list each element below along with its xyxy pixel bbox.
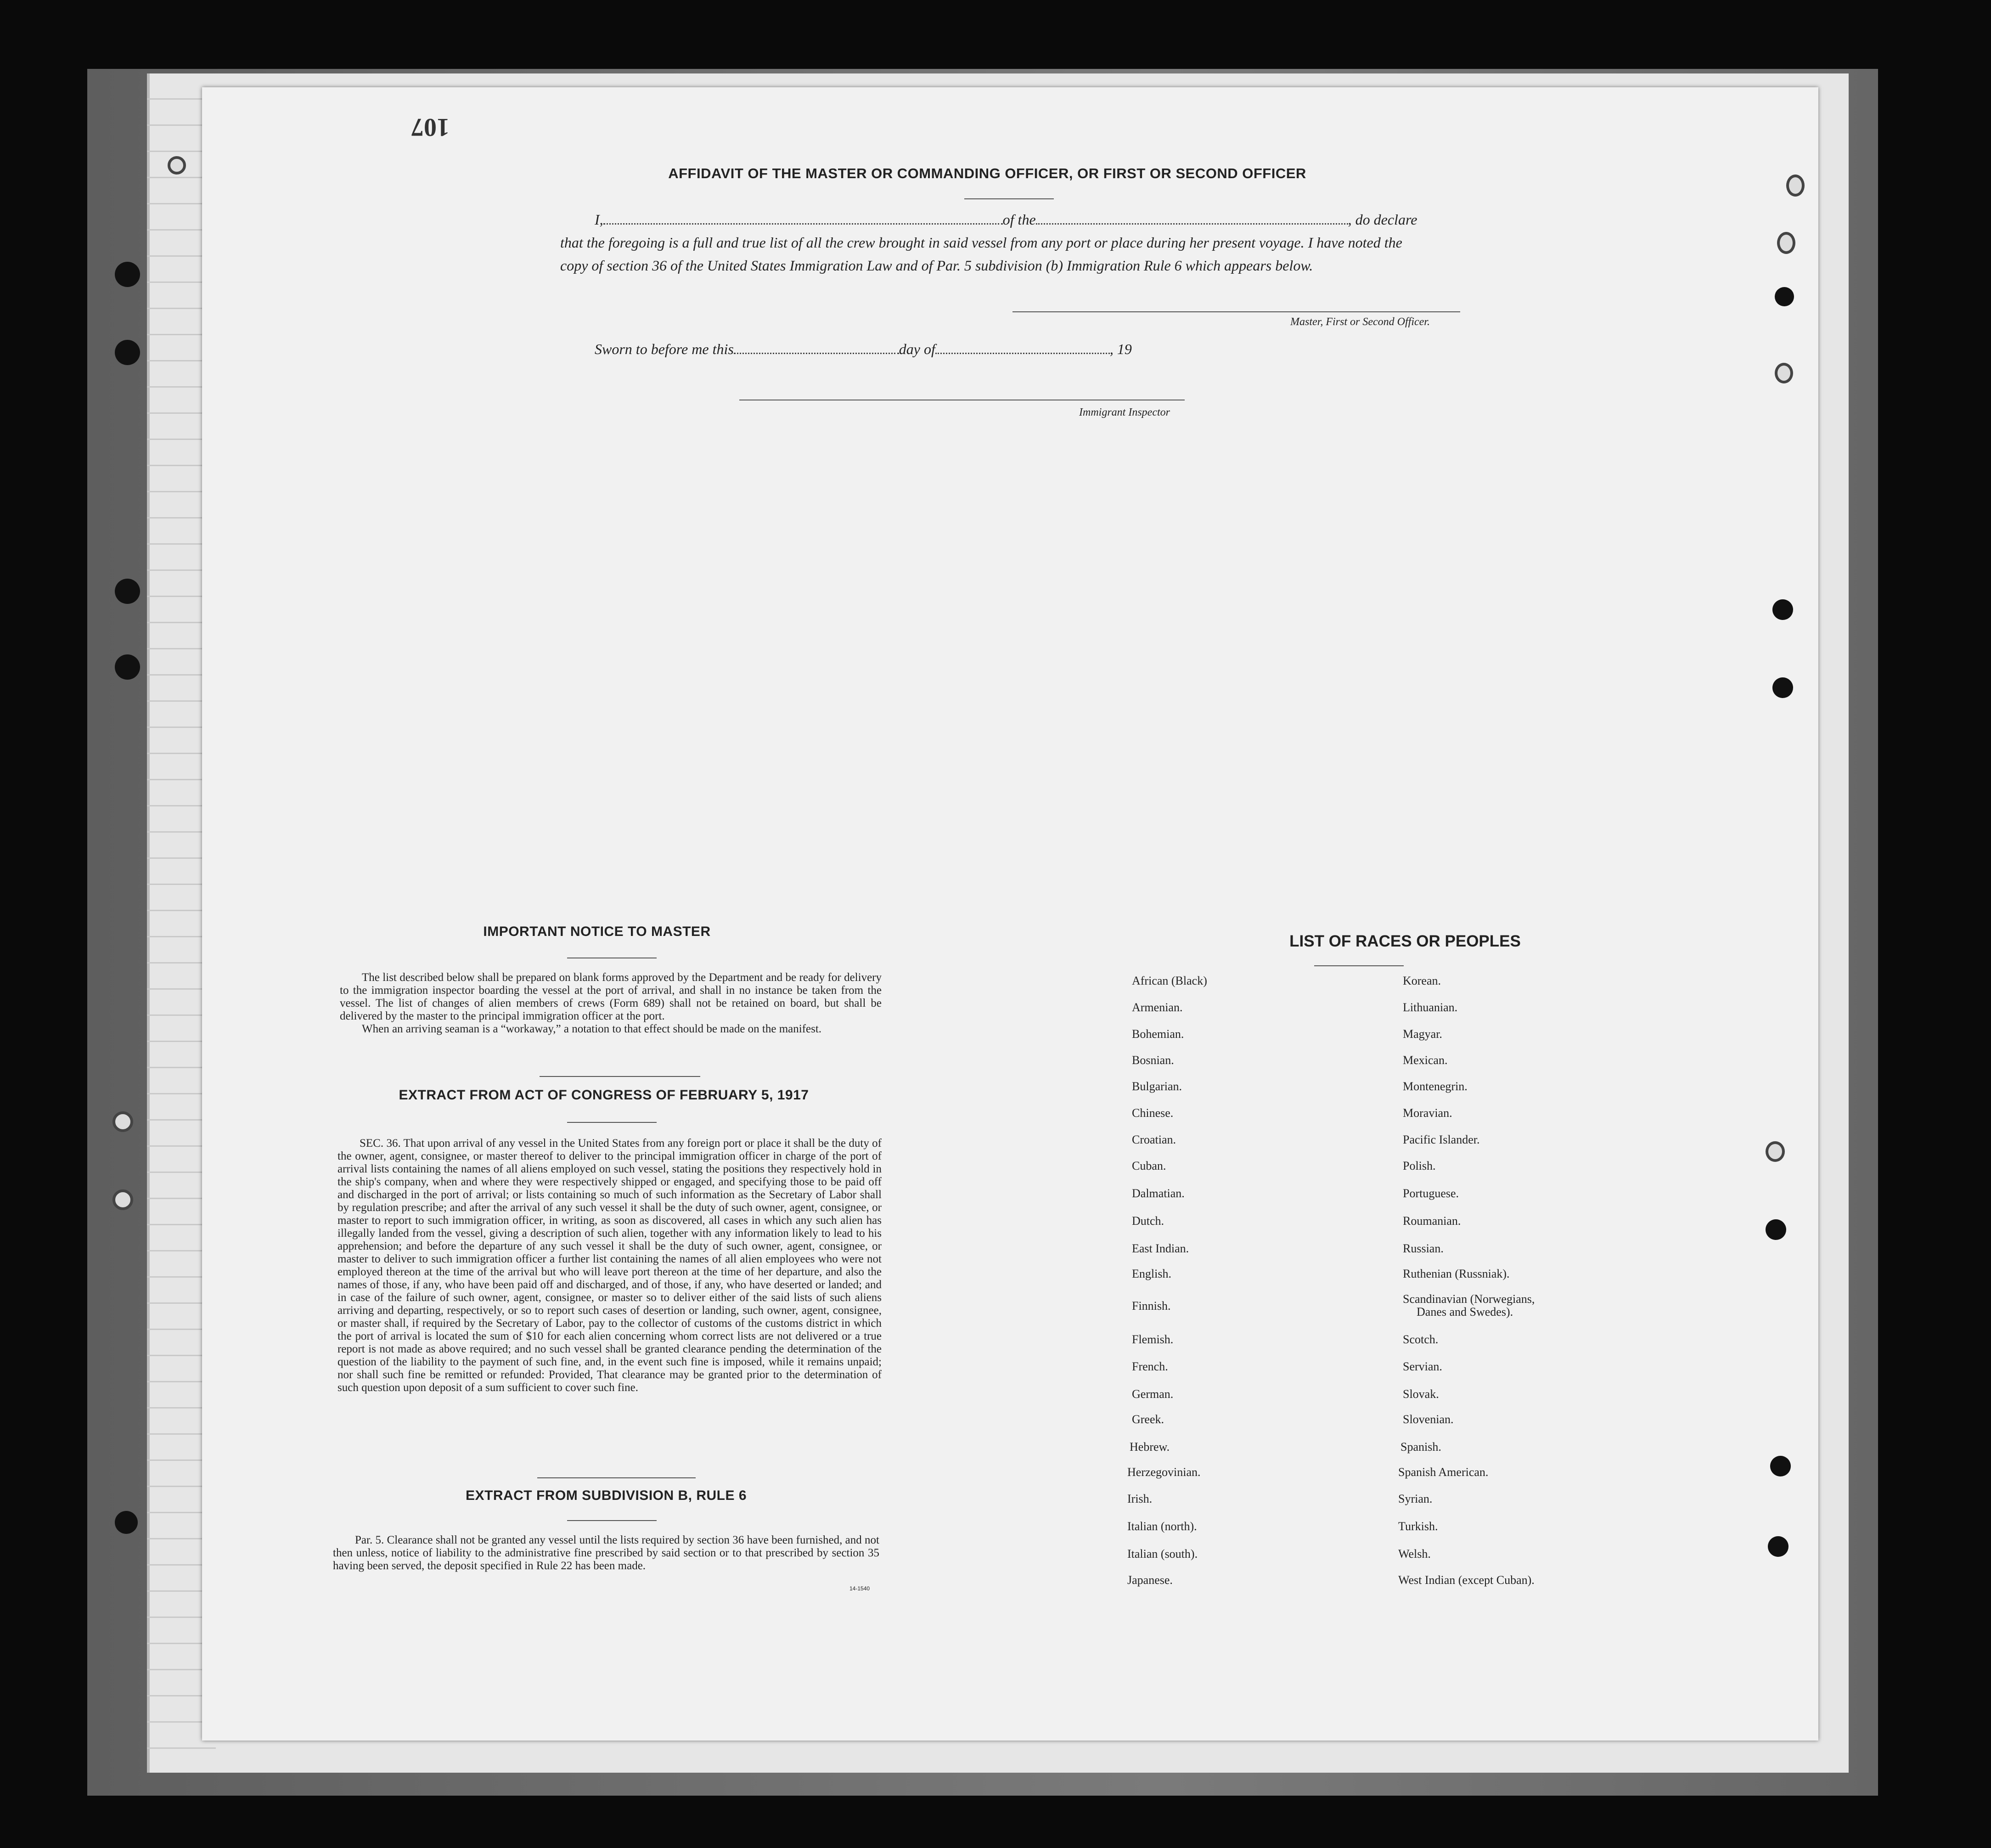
race-item: Servian. [1403,1360,1442,1373]
vessel-name-field[interactable] [1036,223,1348,225]
sworn-month-field[interactable] [935,353,1110,354]
rule6-title: EXTRACT FROM SUBDIVISION B, RULE 6 [465,1488,747,1503]
notice-title: IMPORTANT NOTICE TO MASTER [483,924,711,939]
race-item: Magyar. [1403,1027,1442,1041]
race-item: West Indian (except Cuban). [1398,1573,1535,1587]
race-item: Russian. [1403,1242,1444,1255]
sworn-label: Sworn to before me this [595,341,734,357]
declarant-prefix: I, [595,211,603,228]
race-item: Hebrew. [1130,1440,1170,1454]
notice-paragraph: When an arriving seaman is a “workaway,” a notation to that effect should be made on the manifest. [362,1023,822,1035]
race-item: Herzegovinian. [1127,1465,1201,1479]
binder-hole-icon [112,1111,133,1132]
race-item: Montenegrin. [1403,1080,1468,1093]
binder-hole-icon [1775,363,1793,383]
race-item: Roumanian. [1403,1214,1461,1228]
binder-hole-icon [1768,1536,1789,1557]
of-the-label: of the [1002,211,1036,228]
form-code: 14-1540 [849,1585,870,1592]
affidavit-declaration-line [595,211,1417,228]
page-number-stamp: 107 [411,113,450,141]
affidavit-text-line: that the foregoing is a full and true list of all the crew brought in said vessel from any port or place during her present voyage. I have noted the [560,234,1402,251]
race-item: Welsh. [1398,1547,1431,1561]
race-item: Danes and Swedes). [1417,1305,1513,1318]
binder-hole-icon [1772,599,1793,620]
race-item: Moravian. [1403,1106,1452,1120]
binder-hole-icon [1766,1141,1785,1162]
race-item: Bosnian. [1132,1054,1174,1067]
race-item: Spanish American. [1398,1465,1489,1479]
binder-hole-icon [1775,287,1794,306]
act-section-36: SEC. 36. That upon arrival of any vessel in the United States from any foreign port or place it shall be the duty of the owner, agent, consignee, or master thereof to deliver to the principal immigration officer in charge of the port of arrival lists containing the names of all aliens employed on such vessel, stating the positions they respectively hold in the ship's company, when and where they were respectively shipped or engaged, and specifying those to be paid off and discharged in the port of arrival; or lists containing so much of such information as the Secretary of Labor shall by regulation prescribe; and after the arrival of any such vessel it shall be the duty of such owner, agent, consignee, or master to report to such immigration officer, in writing, as soon as discovered, all cases in which any such alien has illegally landed from the vessel, giving a description of such alien, together with any information likely to lead to his apprehension; and before the departure of any such vessel it shall be the duty of such owner, agent, consignee, or master to deliver to such immigration officer a further list containing the names of all alien employees who were not employed thereon at the time of the arrival but who will leave port thereon at the time of her departure, and also the names of those, if any, who have been paid off and discharged, and of those, if any, who have deserted or landed; and in case of the failure of such owner, agent, consignee, or master so to deliver either of the said lists of such aliens arriving and departing, respectively, or so to report such cases of desertion or landing, such owner, agent, consignee, or master shall, if required by the Secretary of Labor, pay to the collector of customs of the customs district in which the port of arrival is located the sum of $10 for each alien concerning whom correct lists are not delivered or a true report is not made as above required; and no such vessel shall be granted clearance pending the determination of the question of the liability to the payment of such fine, and, in the event such fine is imposed, while it remains unpaid; nor shall such fine be remitted or refunded: Provided, That clearance may be granted prior to the determination of such question upon deposit of a sum sufficient to cover such fine. [337,1137,882,1394]
race-item: Lithuanian. [1403,1001,1458,1014]
race-item: Slovak. [1403,1387,1439,1401]
binder-hole-icon [1772,677,1793,698]
master-signature-label: Master, First or Second Officer. [1290,316,1430,328]
race-item: Japanese. [1127,1573,1173,1587]
races-divider [1314,965,1404,966]
race-item: Ruthenian (Russniak). [1403,1267,1510,1280]
race-item: Mexican. [1403,1054,1448,1067]
race-item: Bohemian. [1132,1027,1184,1041]
binder-hole-icon [115,654,140,680]
declarant-name-field[interactable] [603,223,1003,225]
race-item: Syrian. [1398,1492,1433,1505]
race-item: Dutch. [1132,1214,1164,1228]
race-item: Chinese. [1132,1106,1174,1120]
race-item: Slovenian. [1403,1413,1454,1426]
races-title: LIST OF RACES OR PEOPLES [1289,932,1521,950]
sworn-day-field[interactable] [734,353,899,354]
rule6-text [333,1534,879,1572]
year-prefix: , 19 [1109,341,1132,357]
day-of-label: day of [899,341,935,357]
title-divider [964,198,1054,199]
race-item: Bulgarian. [1132,1080,1182,1093]
binder-hole-icon [112,1189,133,1210]
race-item: East Indian. [1132,1242,1189,1255]
race-item: Croatian. [1132,1133,1176,1146]
notice-paragraph: The list described below shall be prepared on blank forms approved by the Department and be ready for delivery to the immigration inspector boarding the vessel at the port of arrival, and shall in no instance be taken from the vessel. The list of changes of alien members of crews (Form 689) shall not be retained on board, but shall be delivered by the master to the principal immigration officer at the port. [340,971,882,1022]
inspector-signature-label: Immigrant Inspector [1079,406,1170,418]
notice-text [340,971,882,1036]
section-divider [540,1076,700,1077]
race-item: African (Black) [1132,974,1207,987]
binder-hole-icon [115,262,140,287]
rule6-divider [567,1520,657,1521]
race-item: Armenian. [1132,1001,1183,1014]
binder-hole-icon [1777,232,1795,254]
act-text [337,1137,882,1394]
rule6-paragraph: Par. 5. Clearance shall not be granted any vessel until the lists required by section 36 have been furnished, and not then unless, notice of liability to the administrative fine prescribed by said section or to that prescribed by section 35 having been served, the deposit specified in Rule 22 has been made. [333,1534,879,1572]
affidavit-text-line: copy of section 36 of the United States Immigration Law and of Par. 5 subdivision (b) Immigration Rule 6 which appears below. [560,257,1313,274]
race-item: Italian (north). [1127,1520,1197,1533]
master-signature-line[interactable] [1012,311,1460,312]
race-item: Scandinavian (Norwegians, [1403,1292,1535,1306]
race-item: Greek. [1132,1413,1164,1426]
race-item: French. [1132,1360,1168,1373]
race-item: Cuban. [1132,1159,1166,1172]
act-divider [567,1122,657,1123]
binder-hole-icon [115,579,140,604]
sworn-line [595,341,1132,358]
affidavit-title: AFFIDAVIT OF THE MASTER OR COMMANDING OFFICER, OR FIRST OR SECOND OFFICER [668,165,1306,181]
race-item: Dalmatian. [1132,1187,1185,1200]
binder-hole-icon [1770,1456,1791,1476]
race-item: English. [1132,1267,1171,1280]
race-item: Scotch. [1403,1333,1439,1346]
section-divider [537,1477,696,1478]
do-declare-label: , do declare [1348,211,1417,228]
binder-hole-icon [115,1511,138,1534]
race-item: Pacific Islander. [1403,1133,1480,1146]
race-item: Polish. [1403,1159,1436,1172]
race-item: Turkish. [1398,1520,1438,1533]
race-item: Korean. [1403,974,1441,987]
race-item: German. [1132,1387,1174,1401]
race-item: Italian (south). [1127,1547,1198,1561]
race-item: Portuguese. [1403,1187,1459,1200]
race-item: Finnish. [1132,1299,1171,1313]
binder-hole-icon [1786,175,1805,197]
binder-hole-icon [1766,1219,1786,1240]
race-item: Spanish. [1400,1440,1441,1454]
binder-hole-icon [168,156,186,175]
act-title: EXTRACT FROM ACT OF CONGRESS OF FEBRUARY 5, 1917 [399,1087,809,1103]
race-item: Irish. [1127,1492,1153,1505]
race-item: Flemish. [1132,1333,1174,1346]
binder-hole-icon [115,340,140,365]
